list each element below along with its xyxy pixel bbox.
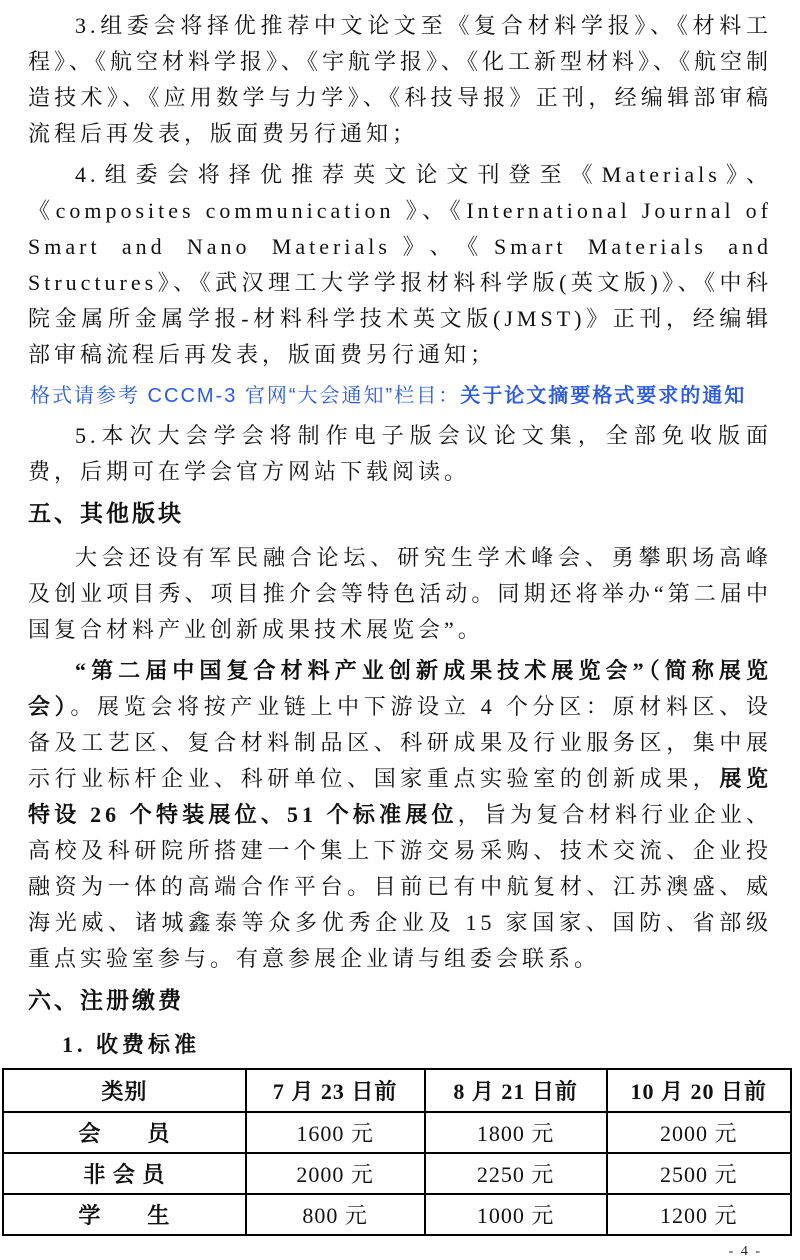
text-segment: 。展览会将按产业链上中下游设立 4 个分区：原材料区、设备及工艺区、复合材料制品区、科研成果及行业服务区，集中展示行业标杆企业、科研单位、国家重点实验室的创新成果，: [28, 694, 772, 791]
para-item-3-chinese-journals: [28, 8, 772, 152]
text-segment: 1. 收费标准: [62, 1032, 201, 1057]
para-item-4-english-journals: [28, 157, 772, 373]
format-reference-line: [28, 378, 772, 414]
fee-value-cell: 1000 元: [425, 1194, 607, 1235]
fee-table-header-cell: 8 月 21 日前: [425, 1069, 607, 1112]
fee-table-header-cell: 7 月 23 日前: [246, 1069, 425, 1112]
fee-category-cell: 非 会 员: [3, 1153, 246, 1194]
fee-value-cell: 800 元: [246, 1194, 425, 1235]
para-exhibition-detail: [28, 653, 772, 977]
fee-table-header-cell: 10 月 20 日前: [607, 1069, 791, 1112]
fee-value-cell: 1200 元: [607, 1194, 791, 1235]
fee-table: [2, 1068, 792, 1236]
page-number: - 4 -: [728, 1244, 762, 1259]
fee-table-header-cell: 类别: [3, 1069, 246, 1112]
para-item-5-proceedings: [28, 418, 772, 490]
text-segment: “第二届中国复合材料产业创新成果技术展览会”（简称展览会）: [28, 658, 772, 719]
fee-table-row: [3, 1153, 791, 1194]
fee-value-cell: 2000 元: [246, 1153, 425, 1194]
fee-value-cell: 2000 元: [607, 1112, 791, 1153]
text-segment: 大会还设有军民融合论坛、研究生学术峰会、勇攀职场高峰及创业项目秀、项目推介会等特色活动。同期还将举办“第二届中国复合材料产业创新成果技术展览会”。: [28, 545, 772, 642]
page-footer: [0, 1236, 800, 1260]
fee-table-body: [3, 1112, 791, 1235]
fee-category-cell: 会 员: [3, 1112, 246, 1153]
fee-value-cell: 2500 元: [607, 1153, 791, 1194]
fee-value-cell: 1600 元: [246, 1112, 425, 1153]
fee-value-cell: 1800 元: [425, 1112, 607, 1153]
fee-table-header-row: [3, 1069, 791, 1112]
text-segment: ，旨为复合材料行业企业、高校及科研院所搭建一个集上下游交易采购、技术交流、企业投融资为一体的高端合作平台。目前已有中航复材、江苏澳盛、威海光威、诸城鑫泰等众多优秀企业及 15 家国家、国防、省部级重点实验室参与。有意参展企业请与组委会联系。: [28, 802, 772, 971]
fee-table-row: [3, 1194, 791, 1235]
text-segment: 4.组委会将择优推荐英文论文刊登至《Materials》、《composites communication 》、《International Journal of Smart and Nano Materials》、《Smart Materials and Structures》、《武汉理工大学学报材料科学版(英文版)》、《中科院金属所金属学报-材料科学技术英文版(JMST)》正刊，经编辑部审稿流程后再发表，版面费另行通知；: [28, 162, 772, 367]
section-6-heading: [28, 982, 772, 1020]
text-segment: 3.组委会将择优推荐中文论文至《复合材料学报》、《材料工程》、《航空材料学报》、《宇航学报》、《化工新型材料》、《航空制造技术》、《应用数学与力学》、《科技导报》正刊，经编辑部审稿流程后再发表，版面费另行通知；: [28, 13, 773, 146]
fee-value-cell: 2250 元: [425, 1153, 607, 1194]
text-segment: 六、注册缴费: [28, 988, 184, 1013]
fee-table-row: [3, 1112, 791, 1153]
fee-category-cell: 学 生: [3, 1194, 246, 1235]
section-5-heading: [28, 495, 772, 533]
abstract-format-notice-link[interactable]: 关于论文摘要格式要求的通知: [460, 385, 747, 407]
fee-table-header: [3, 1069, 791, 1112]
text-segment: 五、其他版块: [28, 501, 184, 526]
text-segment: 展览特设 26 个特装展位、51 个标准展位: [28, 766, 772, 827]
text-segment: 5.本次大会学会将制作电子版会议论文集，全部免收版面费，后期可在学会官方网站下载阅读。: [28, 423, 772, 484]
fee-standard-heading: [28, 1027, 772, 1063]
para-other-activities: [28, 540, 772, 648]
text-segment: 格式请参考 CCCM-3 官网“大会通知”栏目：: [30, 385, 461, 407]
